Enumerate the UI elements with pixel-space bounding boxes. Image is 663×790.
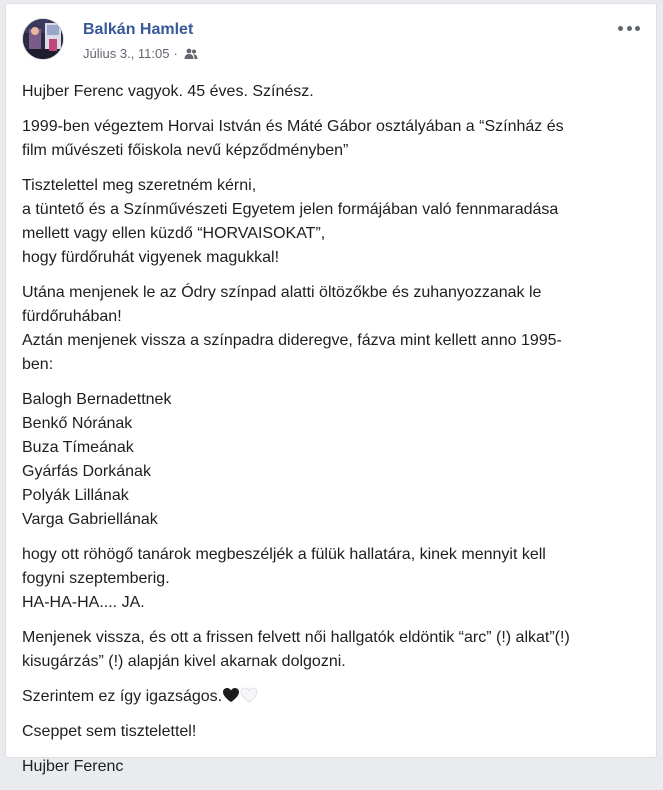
paragraph-intro: [22, 80, 638, 104]
text-line: hogy fürdőruhát vigyenek magukkal!: [22, 249, 280, 266]
post-header: [22, 18, 640, 60]
author-name[interactable]: Balkán Hamlet: [83, 21, 194, 38]
signoff-text: Cseppet sem tisztelettel!: [22, 723, 197, 740]
post-meta: [83, 46, 198, 61]
paragraph-teachers: [22, 543, 638, 615]
text-line: mellett vagy ellen küzdő “HORVAISOKAT”,: [22, 225, 326, 242]
name-line: Varga Gabriellának: [22, 511, 158, 528]
text-line: fürdőruhában!: [22, 308, 122, 325]
name-line: Balogh Bernadettnek: [22, 391, 172, 408]
name-line: Buza Tímeának: [22, 439, 134, 456]
friends-icon[interactable]: [184, 48, 198, 60]
text-line: a tüntető és a Színművészeti Egyetem jelen formájában való fennmaradása: [22, 201, 559, 218]
name-line: Polyák Lillának: [22, 487, 129, 504]
post-date[interactable]: Július 3., 11:05: [83, 46, 170, 61]
text-line: Hujber Ferenc vagyok. 45 éves. Színész.: [22, 83, 314, 100]
black-heart-icon: [222, 687, 240, 703]
meta-separator: ·: [173, 46, 178, 61]
name-line: Gyárfás Dorkának: [22, 463, 151, 480]
text-line: Utána menjenek le az Ódry színpad alatti öltözőkbe és zuhanyozzanak le: [22, 284, 542, 301]
text-line: 1999-ben végeztem Horvai István és Máté Gábor osztályában a “Színház és: [22, 118, 564, 135]
text-line: HA-HA-HA.... JA.: [22, 594, 145, 611]
paragraph-signature: [22, 755, 638, 779]
white-heart-icon: [240, 687, 258, 703]
closing-text: Szerintem ez így igazságos.: [22, 688, 223, 705]
paragraph-request: [22, 174, 638, 270]
avatar[interactable]: [22, 18, 64, 60]
avatar-image-icon: [23, 19, 64, 60]
paragraph-names: [22, 388, 638, 532]
paragraph-selection: [22, 626, 638, 674]
paragraph-instructions: [22, 281, 638, 377]
more-icon[interactable]: [618, 22, 640, 34]
text-line: fogyni szeptemberig.: [22, 570, 170, 587]
paragraph-signoff: [22, 720, 638, 744]
text-line: kisugárzás” (!) alapján kivel akarnak dolgozni.: [22, 653, 346, 670]
text-line: ben:: [22, 356, 54, 373]
text-line: film művészeti főiskola nevű képződményben”: [22, 142, 349, 159]
post-text: [22, 80, 638, 790]
signature-text: Hujber Ferenc: [22, 758, 124, 775]
text-line: Tisztelettel meg szeretném kérni,: [22, 177, 257, 194]
text-line: Aztán menjenek vissza a színpadra dideregve, fázva mint kellett anno 1995-: [22, 332, 562, 349]
post-card: [5, 3, 657, 775]
paragraph-education: [22, 115, 638, 163]
name-line: Benkő Nórának: [22, 415, 133, 432]
paragraph-closing: [22, 685, 638, 709]
text-line: Menjenek vissza, és ott a frissen felvett női hallgatók eldöntik “arc” (!) alkat”(!): [22, 629, 570, 646]
text-line: hogy ott röhögő tanárok megbeszéljék a fülük hallatára, kinek mennyit kell: [22, 546, 546, 563]
